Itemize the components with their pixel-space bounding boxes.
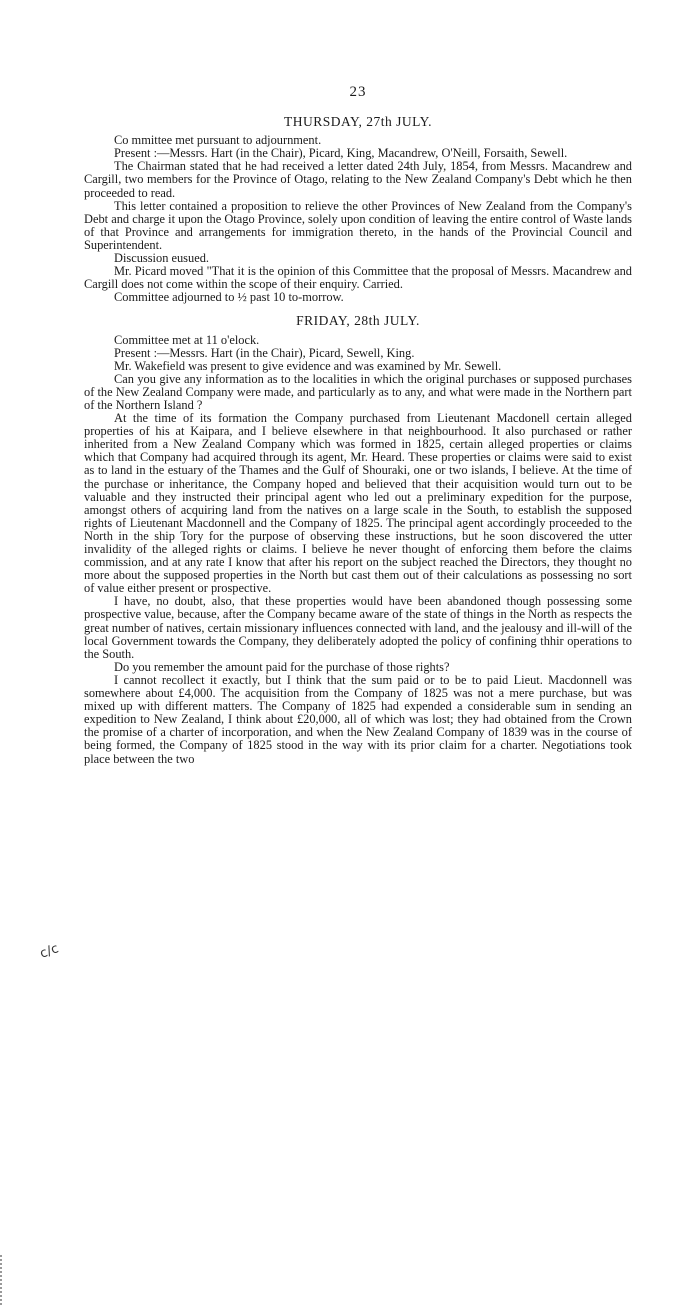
handwritten-margin-note: c/c <box>37 941 61 962</box>
paragraph: Discussion eusued. <box>114 251 209 266</box>
paragraph: I cannot recollect it exactly, but I think that the sum paid or to be to paid Lieut. Macdonnell was somewhere about £4,000. The acquisition from the Company of 1825 was not a mere purchase, but was mixed up with different matters. The Company of 1825 had expended a considerable sum in sending an expedition to New Zealand, I think about £20,000, all of which was lost; they had obtained from the Crown the promise of a charter of incorporation, and when the New Zealand Company of 1839 was in the course of being formed, the Company of 1825 stood in the way with its prior claim for a charter. Negotiations took place between the two <box>84 672 632 766</box>
paragraph: Present :—Messrs. Hart (in the Chair), Picard, Sewell, King. <box>114 345 415 360</box>
paragraph: Present :—Messrs. Hart (in the Chair), Picard, King, Macandrew, O'Neill, Forsaith, Sewell. <box>114 146 568 161</box>
paragraph: This letter contained a proposition to relieve the other Provinces of New Zealand from the Company's Debt and charge it upon the Otago Province, solely upon condition of leaving the entire control of Waste lands of that Province and arrangements for immigration thereto, in the hands of the Provincial Council and Superintendent. <box>84 198 632 252</box>
paragraph: Mr. Wakefield was present to give evidence and was examined by Mr. Sewell. <box>114 358 502 373</box>
paragraph: The Chairman stated that he had received a letter dated 24th July, 1854, from Messrs. Macandrew and Cargill, two members for the Province of Otago, relating to the New Zealand Company's Debt which he then proceeded to read. <box>84 159 632 200</box>
paragraph: Can you give any information as to the localities in which the original purchases or supposed purchases of the New Zealand Company were made, and particularly as to any, and what were made in the Northern part of the Northern Island ? <box>84 371 632 412</box>
paragraph: Committee met at 11 o'elock. <box>114 332 260 347</box>
paragraph: I have, no doubt, also, that these properties would have been abandoned though possessing some prospective value, because, after the Company became aware of the state of things in the North as respects the great number of natives, certain missionary influences connected with land, and the jealousy and ill-will of the local Government towards the Company, they deliberately adopted the policy of confining thhir operations to the South. <box>84 594 632 661</box>
section-heading-thursday: THURSDAY, 27th JULY. <box>284 114 432 130</box>
paragraph: Do you remember the amount paid for the purchase of those rights? <box>114 659 450 674</box>
paragraph: Mr. Picard moved "That it is the opinion of this Committee that the proposal of Messrs. Macandrew and Cargill does not come within the scope of their enquiry. Carried. <box>84 264 632 292</box>
page-number: 23 <box>349 84 367 100</box>
document-page <box>84 86 632 766</box>
paragraph: At the time of its formation the Company purchased from Lieutenant Macdonell certain alleged properties of his at Kaipara, and I believe elsewhere in that neighbourhood. It also purchased or rather inherited from a New Zealand Company which was formed in 1825, certain alleged properties or claims which that Company had acquired through its agent, Mr. Heard. These properties or claims were said to exist as to land in the estuary of the Thames and the Gulf of Shouraki, one or two islands, I believe. At the time of the purchase or inheritance, the Company hoped and believed that their acquisition would turn out to be valuable and they instructed their principal agent who led out a preliminary expedition for the purpose, amongst others of acquiring land from the natives on a large scale in the South, to establish the supposed rights of Lieutenant Macdonnell and the Company of 1825. The principal agent accordingly proceeded to the North in the ship Tory for the purpose of observing these instructions, but he soon discovered the utter invalidity of the alleged rights or claims. I believe he never thought of enforcing them before the claims commission, and at any rate I know that after his report on the subject reached the Directors, they thought no more about the supposed properties in the North but cast them out of their calculations as possessing no sort of value either present or prospective. <box>84 411 632 596</box>
section-heading-friday: FRIDAY, 28th JULY. <box>296 313 420 329</box>
scan-edge-marks <box>0 1255 7 1305</box>
paragraph: Co mmittee met pursuant to adjournment. <box>114 133 322 148</box>
paragraph: Committee adjourned to ½ past 10 to-morrow. <box>114 290 344 305</box>
